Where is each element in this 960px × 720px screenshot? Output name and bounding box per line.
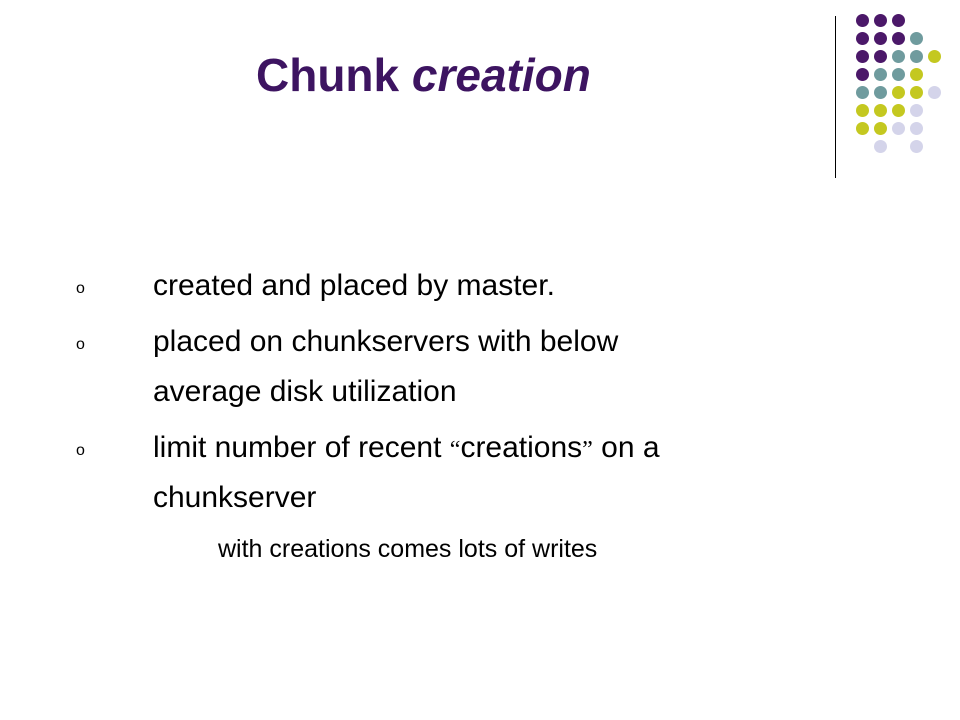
- decor-dot: [856, 86, 869, 99]
- quoted-word: creations: [460, 431, 583, 464]
- bullet-text: created and placed by master.: [153, 269, 555, 302]
- bullet-text-line-2: chunkserver: [153, 481, 317, 514]
- decor-dot: [856, 50, 869, 63]
- decor-dot: [874, 32, 887, 45]
- decor-dot: [892, 104, 905, 117]
- decor-dot: [910, 122, 923, 135]
- close-quote: ”: [582, 437, 593, 463]
- decor-dot: [874, 122, 887, 135]
- title-italic-word: creation: [411, 49, 591, 101]
- bullet-text-before: limit number of recent: [153, 431, 450, 464]
- decor-dot: [892, 86, 905, 99]
- decor-dot: [892, 50, 905, 63]
- decor-dot: [928, 86, 941, 99]
- decor-dot: [892, 14, 905, 27]
- decor-dot: [928, 50, 941, 63]
- decor-dot: [892, 68, 905, 81]
- decor-dot: [856, 104, 869, 117]
- decor-dot: [856, 14, 869, 27]
- decor-dot: [910, 50, 923, 63]
- decor-dot: [910, 32, 923, 45]
- bullet-text-after: on a: [592, 431, 660, 464]
- decor-dot: [910, 104, 923, 117]
- slide-title: [256, 49, 591, 101]
- decor-dot: [892, 32, 905, 45]
- decor-dot: [910, 86, 923, 99]
- sub-bullet-text: with creations comes lots of writes: [218, 535, 598, 563]
- decor-dot: [856, 32, 869, 45]
- title-plain-word: Chunk: [256, 49, 412, 101]
- decor-dot: [910, 140, 923, 153]
- decor-dot: [874, 50, 887, 63]
- bullet-marker: o: [76, 442, 85, 459]
- decorative-divider-line: [835, 16, 836, 178]
- decor-dot: [874, 140, 887, 153]
- bullet-text-line-1: placed on chunkservers with below: [153, 325, 619, 358]
- decor-dot: [856, 122, 869, 135]
- bullet-text-line-2: average disk utilization: [153, 375, 457, 408]
- decor-dot: [874, 14, 887, 27]
- bullet-marker: o: [76, 336, 85, 353]
- decor-dot: [910, 68, 923, 81]
- decor-dot: [874, 86, 887, 99]
- decor-dot: [892, 122, 905, 135]
- decor-dot: [856, 68, 869, 81]
- bullet-marker: o: [76, 280, 85, 297]
- bullet-text-line-1: [153, 428, 853, 470]
- decor-dot: [874, 104, 887, 117]
- open-quote: “: [449, 437, 461, 463]
- decor-dot: [874, 68, 887, 81]
